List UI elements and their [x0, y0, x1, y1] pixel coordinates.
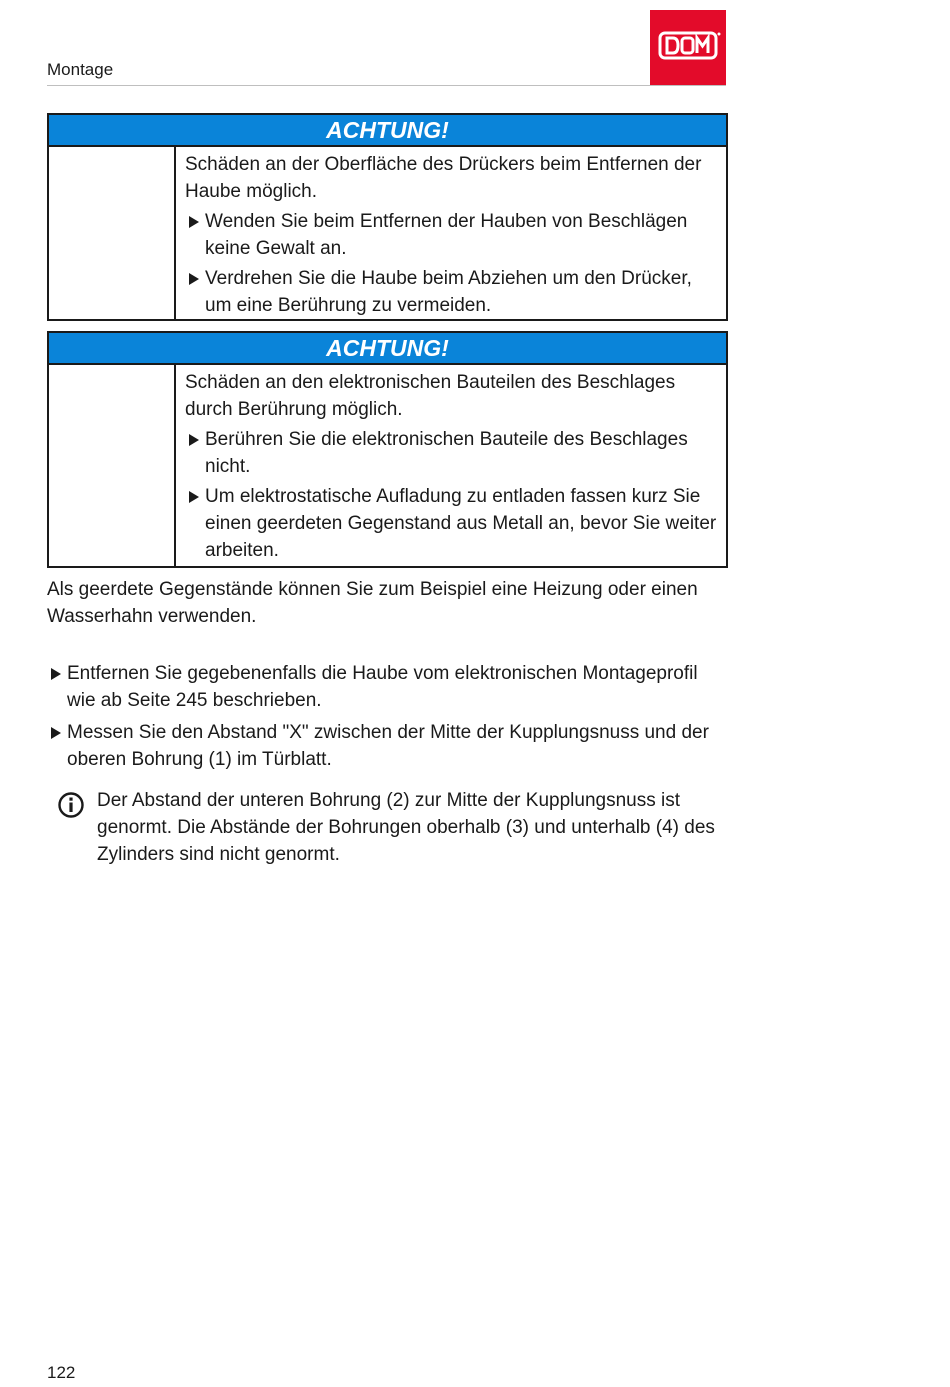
warning-step-text: Um elektrostatische Aufladung zu entladen fassen kurz Sie einen geerdeten Gegenstand aus Metall an, bevor Sie weiter arbeiten. [205, 486, 717, 561]
running-header-section: Montage [47, 60, 114, 79]
dom-logo-mark [650, 10, 726, 85]
warning-title: ACHTUNG! [49, 333, 726, 365]
warning-box-electronics [47, 331, 728, 568]
warning-step [185, 265, 718, 319]
warning-lead: Schäden an den elektronischen Bauteilen des Beschlages durch Berührung möglich. [185, 372, 676, 420]
warning-step-text: Berühren Sie die elektronischen Bauteile des Beschlages nicht. [205, 429, 688, 477]
page-number: 122 [47, 1363, 76, 1382]
warning-step [185, 426, 718, 480]
warning-title: ACHTUNG! [49, 115, 726, 147]
header-divider [47, 85, 726, 86]
grounding-paragraph [47, 576, 727, 630]
bullet-triangle-icon [189, 491, 199, 503]
warning-step [185, 208, 718, 262]
instruction-steps [47, 660, 727, 778]
warning-step [185, 483, 718, 564]
warning-lead: Schäden an der Oberfläche des Drückers beim Entfernen der Haube möglich. [185, 154, 702, 202]
instruction-step [47, 719, 727, 773]
bullet-triangle-icon [189, 216, 199, 228]
warning-icon-cell [49, 365, 176, 566]
info-icon [57, 791, 85, 819]
warning-box-surface [47, 113, 728, 321]
warning-icon-cell [49, 147, 176, 319]
instruction-step-text: Entfernen Sie gegebenenfalls die Haube vom elektronischen Montageprofil wie ab Seite 245 beschrieben. [67, 663, 698, 711]
instruction-step [47, 660, 727, 714]
info-note-text: Der Abstand der unteren Bohrung (2) zur Mitte der Kupplungsnuss ist genormt. Die Abstände der Bohrungen oberhalb (3) und unterhalb (4) des Zylinders sind nicht genormt. [97, 790, 715, 865]
warning-step-text: Verdrehen Sie die Haube beim Abziehen um den Drücker, um eine Berührung zu vermeiden. [205, 268, 692, 316]
bullet-triangle-icon [189, 273, 199, 285]
info-note [57, 787, 727, 868]
bullet-triangle-icon [51, 668, 61, 680]
dom-logo [650, 10, 726, 85]
warning-step-text: Wenden Sie beim Entfernen der Hauben von Beschlägen keine Gewalt an. [205, 211, 688, 259]
bullet-triangle-icon [189, 434, 199, 446]
paragraph-text: Als geerdete Gegenstände können Sie zum Beispiel eine Heizung oder einen Wasserhahn verwenden. [47, 579, 698, 627]
bullet-triangle-icon [51, 727, 61, 739]
instruction-step-text: Messen Sie den Abstand "X" zwischen der Mitte der Kupplungsnuss und der oberen Bohrung (1) im Türblatt. [67, 722, 709, 770]
